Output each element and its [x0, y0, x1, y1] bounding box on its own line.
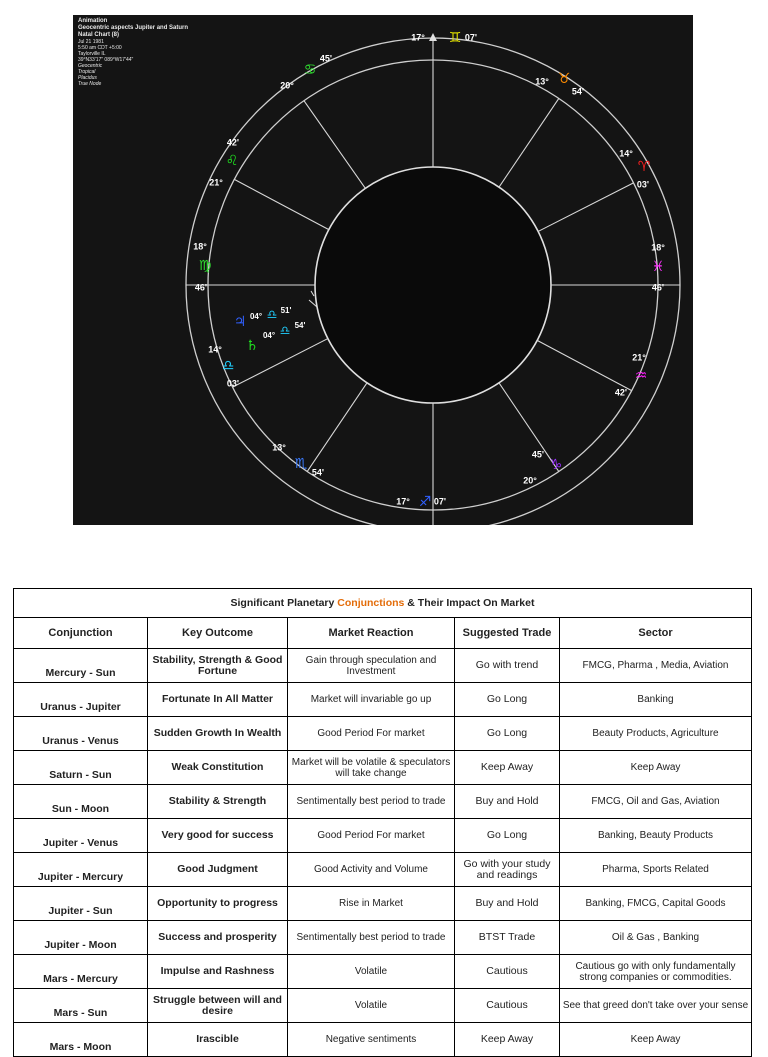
- cusp-minutes: 07': [433, 496, 447, 507]
- chart-info: [78, 18, 188, 87]
- planet-degree: 04°: [249, 312, 263, 322]
- cell-market-reaction: Good Activity and Volume: [288, 853, 455, 887]
- cell-conjunction: Uranus - Venus: [14, 717, 148, 751]
- gemini-icon: ♊: [448, 30, 462, 46]
- aquarius-icon: ♒: [634, 368, 648, 384]
- cell-sector: Pharma, Sports Related: [560, 853, 752, 887]
- inner-circle: [315, 167, 551, 403]
- cell-suggested-trade: Buy and Hold: [455, 785, 560, 819]
- cell-conjunction: Jupiter - Venus: [14, 819, 148, 853]
- cusp-minutes: 07': [464, 32, 478, 43]
- chart-info-line: 5:50 am CDT +5:00: [78, 45, 122, 51]
- cell-suggested-trade: Keep Away: [455, 751, 560, 785]
- cell-market-reaction: Gain through speculation and Investment: [288, 649, 455, 683]
- cell-key-outcome: Impulse and Rashness: [148, 955, 288, 989]
- cell-suggested-trade: Cautious: [455, 955, 560, 989]
- cusp-degree: 17°: [396, 496, 410, 507]
- house-cusp-line: [538, 183, 633, 232]
- cell-sector: Banking, Beauty Products: [560, 819, 752, 853]
- cusp-minutes: 42': [226, 137, 240, 148]
- planet-position-tick: [311, 291, 314, 296]
- table-row: [14, 683, 752, 717]
- cell-sector: FMCG, Oil and Gas, Aviation: [560, 785, 752, 819]
- table-row: [14, 819, 752, 853]
- cusp-minutes: 45': [531, 449, 545, 460]
- cusp-minutes: 54': [311, 467, 325, 478]
- cusp-degree: 18°: [193, 241, 207, 252]
- table-row: [14, 955, 752, 989]
- cell-market-reaction: Sentimentally best period to trade: [288, 921, 455, 955]
- table-row: [14, 853, 752, 887]
- conjunctions-table: [13, 588, 752, 1057]
- planet-minutes: 51': [280, 306, 292, 316]
- cancer-icon: ♋: [303, 62, 317, 78]
- table-title-prefix: Significant Planetary: [230, 596, 338, 609]
- cell-conjunction: Mars - Sun: [14, 989, 148, 1023]
- cell-suggested-trade: Go Long: [455, 683, 560, 717]
- cusp-minutes: 46': [651, 282, 665, 293]
- header-sector: Sector: [560, 618, 752, 649]
- libra-icon: ♎: [221, 358, 235, 374]
- cell-suggested-trade: Keep Away: [455, 1023, 560, 1057]
- header-market-reaction: Market Reaction: [288, 618, 455, 649]
- cell-key-outcome: Irascible: [148, 1023, 288, 1057]
- cell-conjunction: Mars - Moon: [14, 1023, 148, 1057]
- taurus-icon: ♉: [557, 71, 571, 87]
- header-conjunction: Conjunction: [14, 618, 148, 649]
- cell-key-outcome: Stability, Strength & Good Fortune: [148, 649, 288, 683]
- cusp-minutes: 45': [319, 53, 333, 64]
- planet-minutes: 54': [294, 321, 306, 331]
- chart-title-line1: Animation: [78, 18, 108, 24]
- chart-wheel: [73, 15, 693, 525]
- chart-title-line2: Geocentric aspects Jupiter and Saturn: [78, 25, 189, 31]
- header-suggested-trade: Suggested Trade: [455, 618, 560, 649]
- cell-suggested-trade: BTST Trade: [455, 921, 560, 955]
- libra-icon: ♎: [266, 307, 278, 322]
- house-cusp-line: [234, 179, 328, 229]
- cell-conjunction: Mars - Mercury: [14, 955, 148, 989]
- cell-suggested-trade: Go Long: [455, 819, 560, 853]
- chart-info-line: Geocentric: [78, 63, 103, 69]
- mc-arrow: [429, 33, 437, 41]
- cell-suggested-trade: Go with trend: [455, 649, 560, 683]
- cell-market-reaction: Sentimentally best period to trade: [288, 785, 455, 819]
- aries-icon: ♈: [637, 159, 651, 175]
- cusp-minutes: 54': [571, 86, 585, 97]
- table-title: [14, 589, 752, 618]
- capricorn-icon: ♑: [549, 457, 563, 473]
- house-cusp-line: [537, 340, 631, 390]
- table-row: [14, 785, 752, 819]
- jupiter-icon: ♃: [233, 314, 247, 330]
- cusp-minutes: 03': [636, 179, 650, 190]
- cell-sector: Banking, FMCG, Capital Goods: [560, 887, 752, 921]
- cell-key-outcome: Opportunity to progress: [148, 887, 288, 921]
- cell-key-outcome: Stability & Strength: [148, 785, 288, 819]
- cusp-minutes: 03': [226, 378, 240, 389]
- cell-key-outcome: Struggle between will and desire: [148, 989, 288, 1023]
- chart-info-line: 39°N33'17" 089°W17'44": [78, 57, 134, 63]
- chart-info-line: Taylorville IL: [78, 51, 106, 57]
- table-title-highlight: Conjunctions: [337, 596, 405, 609]
- cell-sector: Keep Away: [560, 1023, 752, 1057]
- planet-degree: 04°: [262, 331, 276, 341]
- cell-market-reaction: Good Period For market: [288, 819, 455, 853]
- cell-conjunction: Mercury - Sun: [14, 649, 148, 683]
- conjunctions-table-wrap: [13, 588, 751, 1057]
- cell-conjunction: Uranus - Jupiter: [14, 683, 148, 717]
- cusp-degree: 17°: [411, 32, 425, 43]
- cell-suggested-trade: Buy and Hold: [455, 887, 560, 921]
- cusp-degree: 18°: [651, 242, 665, 253]
- cusp-degree: 14°: [208, 344, 222, 355]
- cell-market-reaction: Volatile: [288, 989, 455, 1023]
- sagittarius-icon: ♐: [418, 494, 432, 510]
- cell-conjunction: Saturn - Sun: [14, 751, 148, 785]
- scorpio-icon: ♏: [294, 456, 308, 472]
- cell-key-outcome: Weak Constitution: [148, 751, 288, 785]
- cell-sector: See that greed don't take over your sense: [560, 989, 752, 1023]
- cell-conjunction: Jupiter - Moon: [14, 921, 148, 955]
- cell-market-reaction: Rise in Market: [288, 887, 455, 921]
- cell-suggested-trade: Cautious: [455, 989, 560, 1023]
- cusp-minutes: 42': [614, 387, 628, 398]
- cell-market-reaction: Market will be volatile & speculators will take change: [288, 751, 455, 785]
- chart-info-line: Tropical: [78, 69, 96, 75]
- table-title-suffix: & Their Impact On Market: [404, 596, 535, 609]
- table-row: [14, 649, 752, 683]
- cell-sector: Cautious go with only fundamentally strong companies or commodities.: [560, 955, 752, 989]
- cell-sector: Beauty Products, Agriculture: [560, 717, 752, 751]
- house-cusp-line: [304, 101, 365, 189]
- table-row: [14, 751, 752, 785]
- chart-info-line: Placidus: [78, 75, 97, 81]
- cell-key-outcome: Very good for success: [148, 819, 288, 853]
- cusp-degree: 21°: [632, 352, 646, 363]
- table-row: [14, 887, 752, 921]
- house-cusp-line: [499, 98, 559, 187]
- table-row: [14, 921, 752, 955]
- cusp-degree: 21°: [209, 177, 223, 188]
- cell-key-outcome: Sudden Growth In Wealth: [148, 717, 288, 751]
- table-row: [14, 717, 752, 751]
- libra-icon: ♎: [279, 323, 291, 338]
- cusp-minutes: 46': [194, 282, 208, 293]
- cell-suggested-trade: Go Long: [455, 717, 560, 751]
- table-row: [14, 989, 752, 1023]
- cell-market-reaction: Negative sentiments: [288, 1023, 455, 1057]
- cell-suggested-trade: Go with your study and readings: [455, 853, 560, 887]
- cell-sector: FMCG, Pharma , Media, Aviation: [560, 649, 752, 683]
- cell-sector: Keep Away: [560, 751, 752, 785]
- saturn-icon: ♄: [245, 338, 259, 354]
- cell-market-reaction: Volatile: [288, 955, 455, 989]
- cell-conjunction: Jupiter - Mercury: [14, 853, 148, 887]
- house-cusp-line: [307, 383, 367, 472]
- cusp-degree: 20°: [280, 80, 294, 91]
- chart-subtitle: Natal Chart (8): [78, 32, 120, 38]
- cell-market-reaction: Good Period For market: [288, 717, 455, 751]
- leo-icon: ♌: [225, 153, 239, 169]
- header-key-outcome: Key Outcome: [148, 618, 288, 649]
- chart-info-line: Jul 21 1981: [78, 39, 104, 45]
- natal-chart-panel: [73, 15, 693, 525]
- cusp-degree: 13°: [535, 76, 549, 87]
- cell-conjunction: Jupiter - Sun: [14, 887, 148, 921]
- table-row: [14, 1023, 752, 1057]
- cell-key-outcome: Good Judgment: [148, 853, 288, 887]
- chart-info-line: True Node: [78, 81, 102, 87]
- virgo-icon: ♍: [198, 258, 212, 274]
- cusp-degree: 13°: [272, 442, 286, 453]
- cusp-degree: 14°: [619, 148, 633, 159]
- cell-key-outcome: Fortunate In All Matter: [148, 683, 288, 717]
- cell-market-reaction: Market will invariable go up: [288, 683, 455, 717]
- cell-key-outcome: Success and prosperity: [148, 921, 288, 955]
- table-header-row: [14, 618, 752, 649]
- cell-sector: Oil & Gas , Banking: [560, 921, 752, 955]
- cusp-degree: 20°: [523, 475, 537, 486]
- cell-sector: Banking: [560, 683, 752, 717]
- pisces-icon: ♓: [651, 259, 665, 275]
- cell-conjunction: Sun - Moon: [14, 785, 148, 819]
